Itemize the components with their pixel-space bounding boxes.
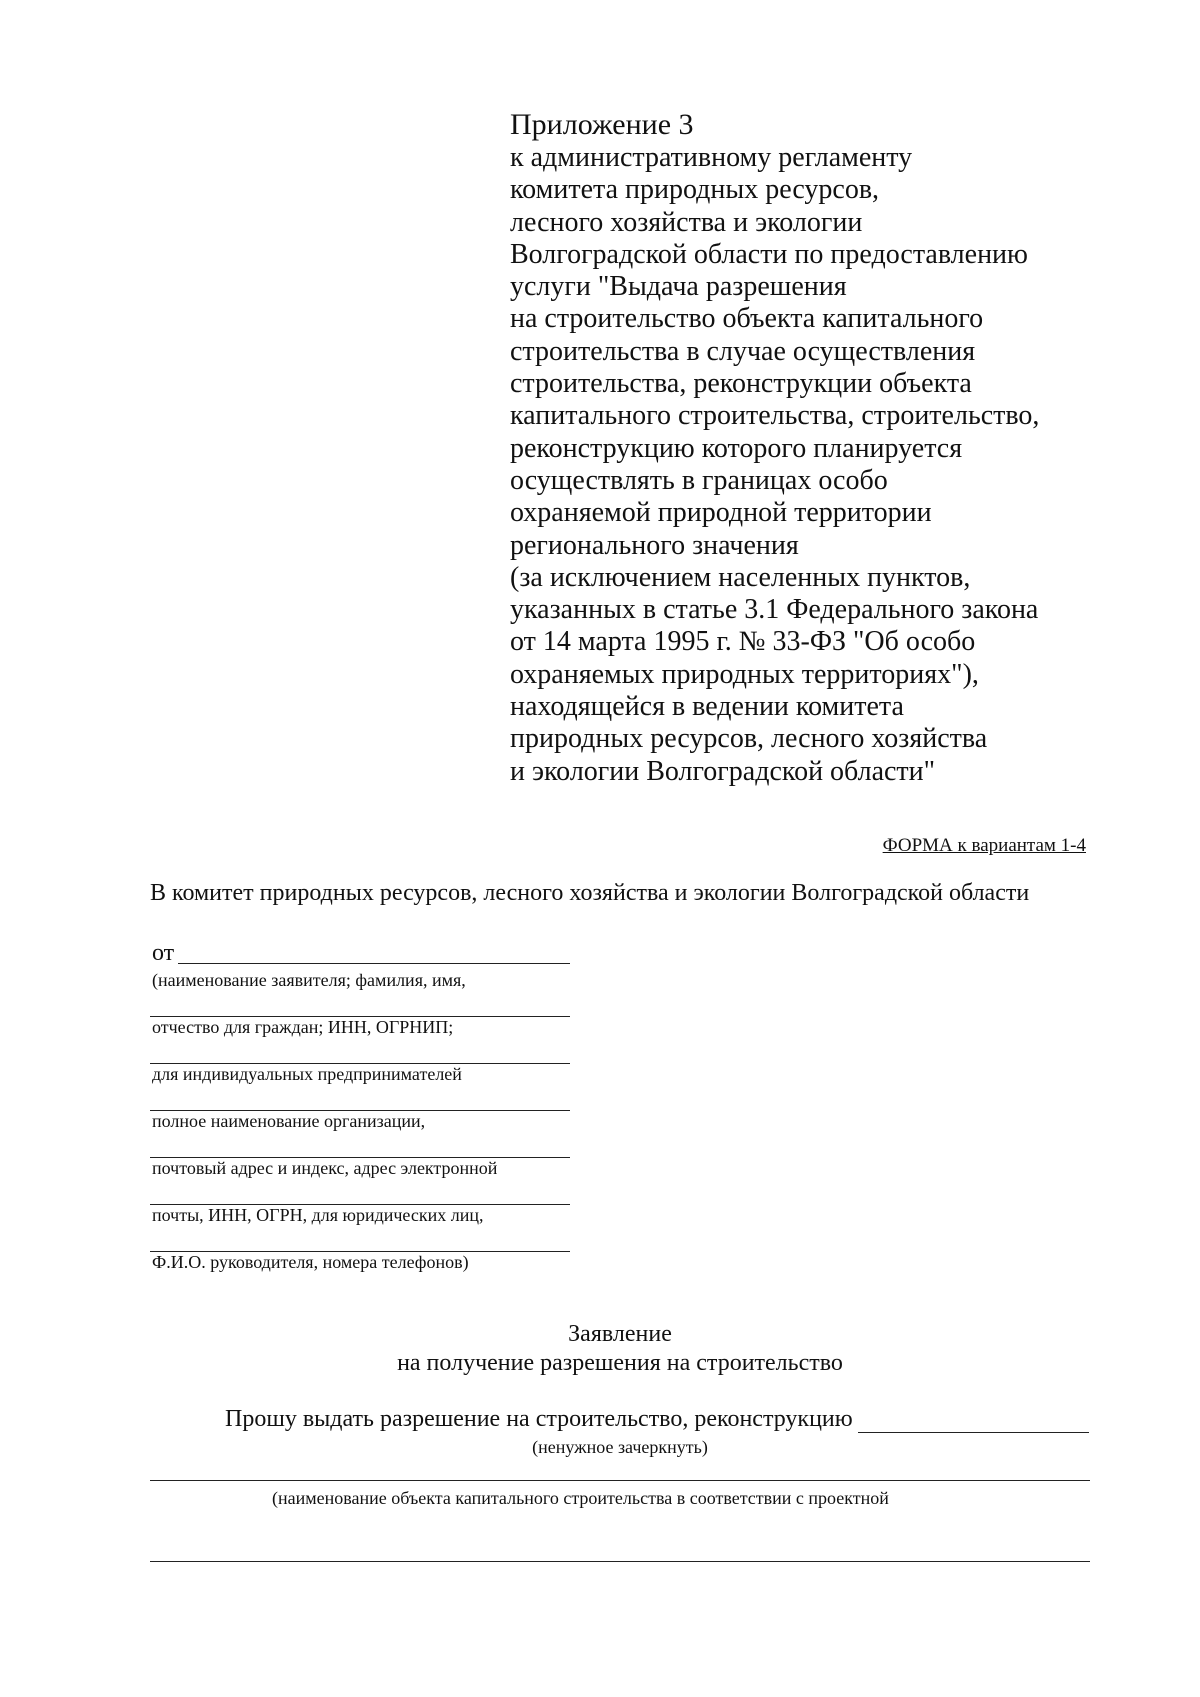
appendix-line: строительства, реконструкции объекта — [510, 368, 972, 400]
applicant-line — [150, 1017, 570, 1064]
appendix-line: лесного хозяйства и экологии — [510, 206, 863, 238]
applicant-hint: полное наименование организации, — [152, 1111, 426, 1131]
appendix-line: реконструкцию которого планируется — [510, 432, 963, 464]
appendix-line: указанных в статье 3.1 Федерального закона — [510, 594, 1039, 626]
appendix-line: комитета природных ресурсов, — [510, 174, 880, 206]
appendix-line: осуществлять в границах особо — [510, 464, 888, 496]
applicant-line — [150, 1252, 570, 1299]
applicant-line — [150, 1111, 570, 1158]
applicant-line — [150, 1205, 570, 1252]
appendix-line: регионального значения — [510, 529, 799, 561]
appendix-title: Приложение 3 — [510, 108, 694, 141]
appendix-line: и экологии Волгоградской области" — [510, 755, 936, 787]
object-name-blank-line[interactable] — [150, 1480, 1090, 1481]
applicant-hint: почты, ИНН, ОГРН, для юридических лиц, — [152, 1205, 484, 1225]
appendix-line: находящейся в ведении комитета — [510, 691, 904, 723]
appendix-line: природных ресурсов, лесного хозяйства — [510, 723, 988, 755]
statement-subtitle: на получение разрешения на строительство — [397, 1350, 843, 1376]
from-field — [150, 940, 570, 970]
applicant-hint: почтовый адрес и индекс, адрес электронной — [152, 1158, 498, 1178]
from-label: от — [152, 940, 175, 966]
object-continuation-blank-line[interactable] — [150, 1561, 1090, 1562]
statement-title: Заявление — [568, 1321, 672, 1347]
appendix-line: охраняемой природной территории — [510, 497, 932, 529]
appendix-line: (за исключением населенных пунктов, — [510, 561, 971, 593]
appendix-line: услуги "Выдача разрешения — [510, 271, 847, 303]
appendix-line: Волгоградской области по предоставлению — [510, 238, 1028, 270]
appendix-line: на строительство объекта капитального — [510, 303, 984, 335]
appendix-line: строительства в случае осуществления — [510, 335, 976, 367]
object-name-hint: (наименование объекта капитального строительства в соответствии с проектной — [272, 1488, 889, 1508]
appendix-line: капитального строительства, строительство, — [510, 400, 1040, 432]
from-blank-line[interactable] — [178, 963, 570, 964]
applicant-info-block — [150, 970, 570, 1299]
applicant-hint: отчество для граждан; ИНН, ОГРНИП; — [152, 1017, 454, 1037]
applicant-line — [150, 970, 570, 1017]
applicant-hint: Ф.И.О. руководителя, номера телефонов) — [152, 1252, 469, 1272]
appendix-line: к административному регламенту — [510, 142, 913, 173]
appendix-header — [510, 108, 1070, 788]
strike-note: (ненужное зачеркнуть) — [532, 1437, 708, 1457]
request-blank-line[interactable] — [858, 1432, 1089, 1433]
addressee-line: В комитет природных ресурсов, лесного хозяйства и экологии Волгоградской области — [150, 880, 1030, 906]
request-field — [225, 1406, 1089, 1436]
form-variant-label: ФОРМА к вариантам 1-4 — [882, 835, 1086, 856]
applicant-hint: для индивидуальных предпринимателей — [152, 1064, 462, 1084]
request-text: Прошу выдать разрешение на строительство, реконструкцию — [225, 1406, 853, 1432]
appendix-line: охраняемых природных территориях"), — [510, 658, 979, 690]
appendix-line: от 14 марта 1995 г. № 33-ФЗ "Об особо — [510, 626, 976, 658]
applicant-line — [150, 1158, 570, 1205]
applicant-hint: (наименование заявителя; фамилия, имя, — [152, 970, 466, 990]
applicant-line — [150, 1064, 570, 1111]
